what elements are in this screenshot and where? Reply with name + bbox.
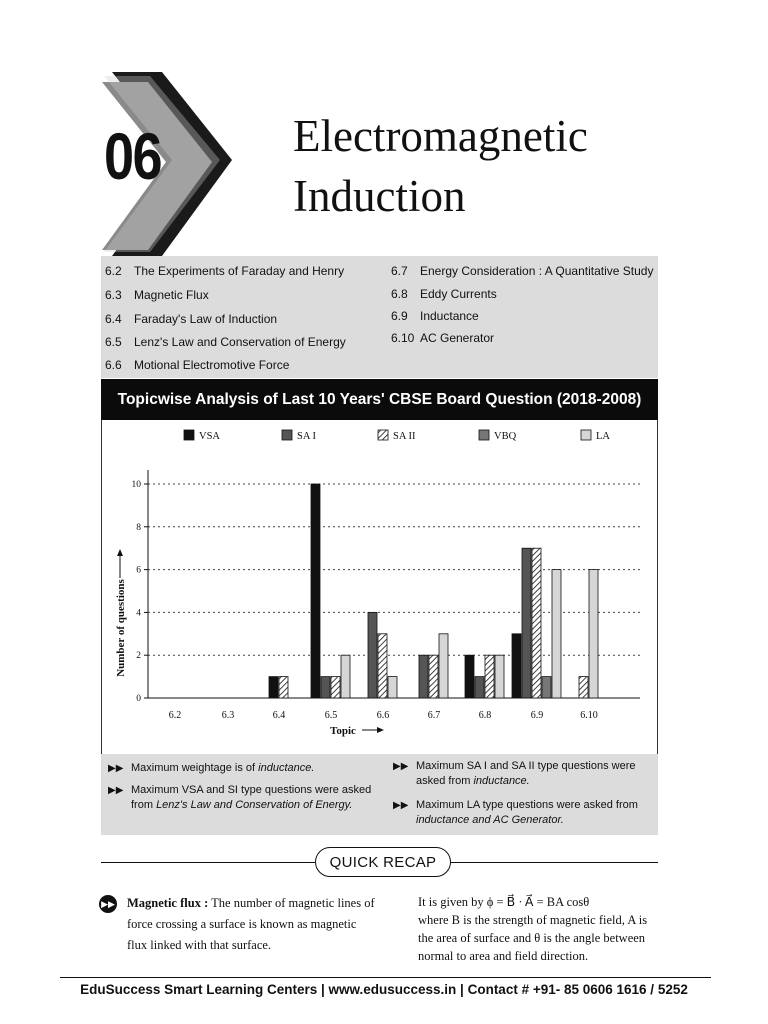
note-text: Maximum LA type questions were asked from (416, 799, 638, 811)
bar (419, 655, 428, 698)
bar-chart (0, 420, 768, 754)
topic-item (105, 358, 289, 372)
bar (439, 634, 448, 698)
note-item (393, 798, 638, 828)
double-arrow-icon: ▶▶ (393, 800, 409, 811)
x-tick-label: 6.4 (272, 710, 286, 721)
bar (311, 484, 320, 698)
note-text: asked from (416, 775, 474, 787)
x-tick-label: 6.2 (168, 710, 182, 721)
note-item (393, 759, 636, 789)
bar (589, 570, 598, 698)
recap-definition-text: The number of magnetic lines of force crossing a surface is known as magnetic flux linked with that surface. (127, 896, 375, 952)
legend-label: SA II (393, 431, 416, 442)
bar (542, 677, 551, 698)
x-tick-label: 6.9 (530, 710, 544, 721)
legend-label: SA I (297, 431, 316, 442)
chapter-title-line2: Induction (293, 171, 466, 221)
bar (331, 677, 340, 698)
note-text: Maximum VSA and SI type questions were asked (131, 784, 372, 796)
x-tick-label: 6.6 (376, 710, 390, 721)
topic-label: AC Generator (420, 331, 495, 345)
x-tick-label: 6.10 (580, 710, 598, 721)
bar (368, 612, 377, 698)
y-axis-arrow-head (117, 549, 123, 556)
legend-swatch (581, 430, 591, 440)
chapter-number: 06 (104, 119, 161, 193)
legend-label: VBQ (494, 431, 517, 442)
bar (321, 677, 330, 698)
chapter-title-line1: Electromagnetic (293, 111, 588, 161)
topic-number: 6.5 (105, 335, 122, 349)
y-tick-label: 6 (136, 565, 141, 576)
x-axis-label: Topic (330, 725, 356, 737)
double-arrow-icon: ▶▶ (108, 785, 124, 796)
topic-item (391, 331, 494, 345)
bar (552, 570, 561, 698)
bar (512, 634, 521, 698)
topic-label: Lenz's Law and Conservation of Energy (134, 335, 346, 349)
y-tick-label: 4 (136, 608, 141, 619)
topic-number: 6.6 (105, 358, 122, 372)
topic-item (105, 264, 344, 278)
double-arrow-icon: ▶▶ (99, 895, 117, 913)
note-text: from (131, 799, 157, 811)
bar (279, 677, 288, 698)
double-arrow-icon: ▶▶ (393, 761, 409, 772)
y-tick-label: 8 (136, 522, 141, 533)
x-tick-label: 6.5 (324, 710, 338, 721)
topic-number: 6.8 (391, 287, 408, 301)
analysis-heading: Topicwise Analysis of Last 10 Years' CBSE Board Question (2018-2008) (101, 379, 658, 420)
bar (485, 655, 494, 698)
topic-item (391, 264, 653, 278)
bar (429, 655, 438, 698)
recap-formula-line: It is given by ϕ = B⃗ · A⃗ = BA cosθ (418, 895, 590, 909)
topic-item (105, 288, 209, 302)
bar (378, 634, 387, 698)
topic-label: Energy Consideration : A Quantitative Study (420, 264, 654, 278)
topic-number: 6.4 (105, 312, 122, 326)
chapter-title (293, 106, 588, 226)
topic-item (391, 309, 479, 323)
y-tick-label: 10 (131, 480, 141, 490)
topics-list (101, 256, 658, 378)
topic-label: Inductance (420, 309, 479, 323)
x-tick-label: 6.3 (221, 710, 235, 721)
topic-number: 6.10 (391, 331, 415, 345)
bar (495, 655, 504, 698)
topic-number: 6.9 (391, 309, 408, 323)
note-emphasis: Lenz's Law and Conservation of Energy. (156, 799, 353, 811)
recap-rule-right (451, 862, 658, 863)
topic-number: 6.3 (105, 288, 122, 302)
topic-label: The Experiments of Faraday and Henry (134, 264, 345, 278)
note-item (108, 761, 315, 776)
topic-number: 6.2 (105, 264, 122, 278)
topic-label: Faraday's Law of Induction (134, 312, 278, 326)
note-emphasis: inductance and AC Generator. (416, 814, 564, 826)
note-emphasis: inductance. (258, 762, 315, 774)
bar (532, 548, 541, 698)
y-axis-label: Number of questions (115, 579, 127, 677)
y-tick-label: 2 (136, 651, 141, 662)
x-axis-arrow-head (377, 727, 384, 733)
bar (522, 548, 531, 698)
bar (475, 677, 484, 698)
y-tick-label: 0 (136, 694, 141, 704)
note-item (108, 783, 372, 813)
legend-swatch (184, 430, 194, 440)
topic-item (105, 312, 277, 326)
recap-rule-left (101, 862, 315, 863)
topic-label: Magnetic Flux (134, 288, 209, 302)
bar (465, 655, 474, 698)
legend-label: VSA (199, 431, 221, 442)
bar (388, 677, 397, 698)
footer-contact: EduSuccess Smart Learning Centers | www.edusuccess.in | Contact # +91- 85 0606 1616 / 5252 (80, 982, 688, 997)
legend-swatch (479, 430, 489, 440)
recap-explanation: where B is the strength of magnetic field, A is the area of surface and θ is the angle between normal to area and field direction. (418, 913, 648, 963)
quick-recap-heading: QUICK RECAP (315, 847, 451, 877)
footer-rule (60, 977, 711, 978)
topic-item (105, 335, 346, 349)
x-tick-label: 6.8 (478, 710, 492, 721)
note-text: Maximum weightage is of (131, 762, 259, 774)
topic-label: Eddy Currents (420, 287, 497, 301)
double-arrow-icon: ▶▶ (108, 763, 124, 774)
recap-formula (418, 893, 664, 965)
recap-term: Magnetic flux : (127, 896, 209, 910)
bar (579, 677, 588, 698)
legend-swatch (282, 430, 292, 440)
topic-item (391, 287, 497, 301)
analysis-notes (101, 754, 658, 835)
bar (269, 677, 278, 698)
legend-swatch (378, 430, 388, 440)
bar (341, 655, 350, 698)
note-text: Maximum SA I and SA II type questions were (416, 760, 636, 772)
recap-definition (127, 893, 377, 956)
topic-number: 6.7 (391, 264, 408, 278)
x-tick-label: 6.7 (427, 710, 441, 721)
note-emphasis: inductance. (473, 775, 530, 787)
topic-label: Motional Electromotive Force (134, 358, 290, 372)
legend-label: LA (596, 431, 610, 442)
